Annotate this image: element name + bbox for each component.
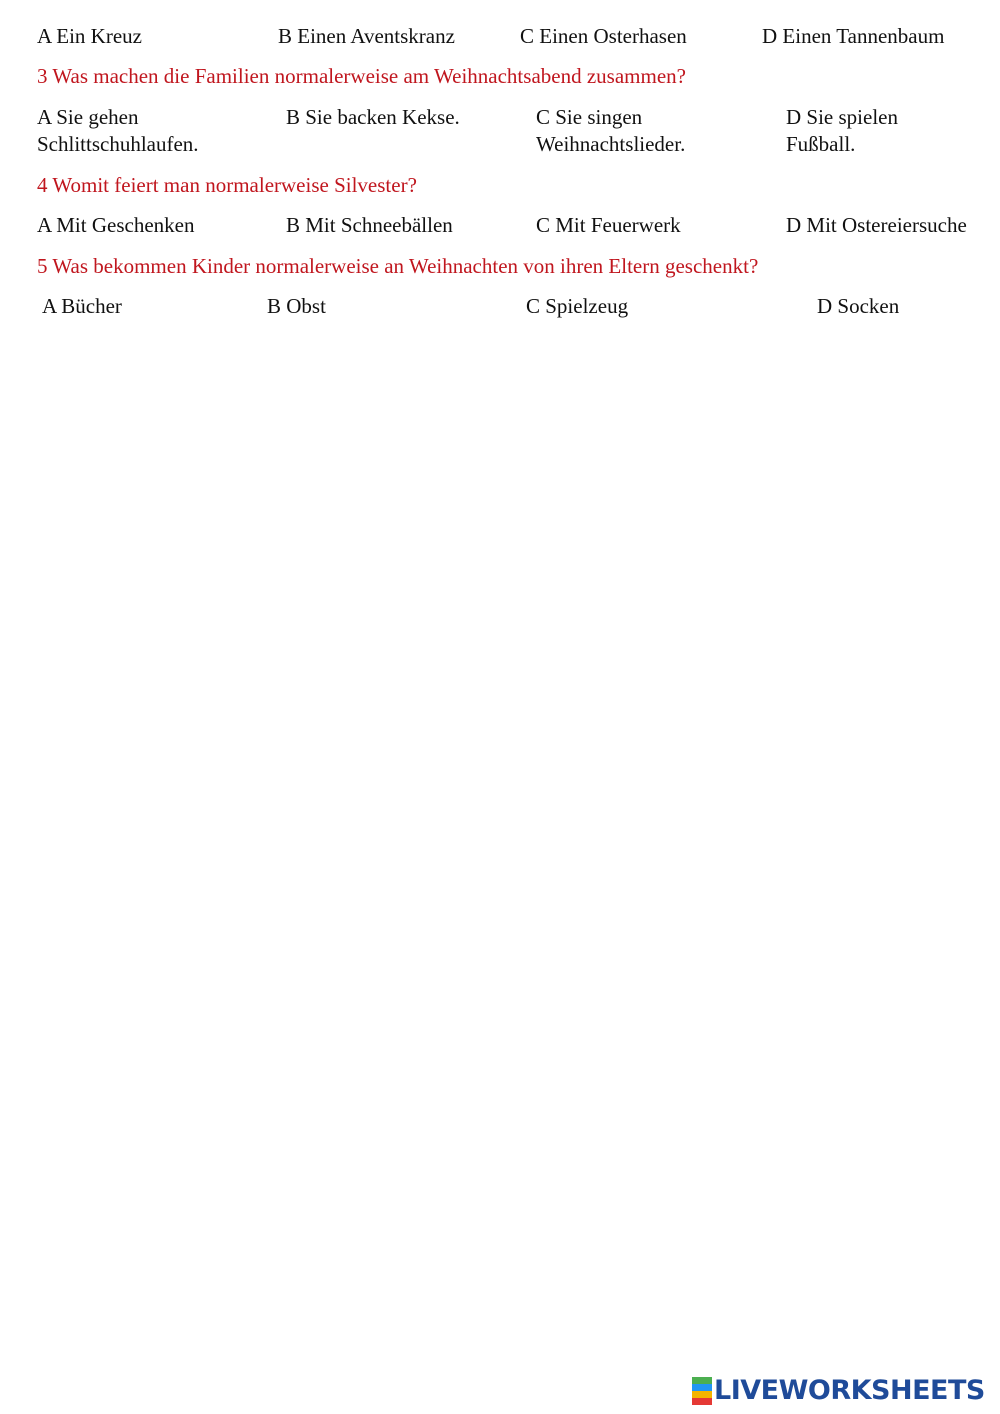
q2-option-b[interactable]: B Einen Aventskranz <box>278 24 455 48</box>
q4-option-d[interactable]: D Mit Ostereiersuche <box>786 213 967 237</box>
q5-option-d[interactable]: D Socken <box>817 294 900 318</box>
q4-option-b[interactable]: B Mit Schneebällen <box>286 213 453 237</box>
q3-option-b[interactable] <box>286 104 460 131</box>
q3-option-a-line2: Schlittschuhlaufen. <box>37 132 199 156</box>
q5-question: 5 Was bekommen Kinder normalerweise an Weihnachten von ihren Eltern geschenkt? <box>37 254 759 278</box>
q5-option-c[interactable]: C Spielzeug <box>526 294 629 318</box>
q4-option-a[interactable]: A Mit Geschenken <box>37 213 195 237</box>
q3-option-a-line1: A Sie gehen <box>37 105 139 129</box>
q3-question: 3 Was machen die Familien normalerweise am Weihnachtsabend zusammen? <box>37 64 686 88</box>
q3-option-c-line1: C Sie singen <box>536 105 643 129</box>
q4-question: 4 Womit feiert man normalerweise Silvester? <box>37 173 417 197</box>
q2-option-a[interactable]: A Ein Kreuz <box>37 24 142 48</box>
q5-option-a[interactable]: A Bücher <box>42 294 122 318</box>
q3-option-c-line2: Weihnachtslieder. <box>536 132 686 156</box>
q3-option-d-line2: Fußball. <box>786 132 856 156</box>
liveworksheets-logo-icon <box>692 1377 712 1405</box>
q5-option-b[interactable]: B Obst <box>267 294 326 318</box>
liveworksheets-logo <box>692 1374 985 1408</box>
q3-option-d[interactable] <box>786 104 898 158</box>
q2-option-d[interactable]: D Einen Tannenbaum <box>762 24 945 48</box>
q3-option-c[interactable] <box>536 104 685 158</box>
q3-option-a[interactable] <box>37 104 199 158</box>
q3-option-b-line1: B Sie backen Kekse. <box>286 105 460 129</box>
liveworksheets-logo-text: LIVEWORKSHEETS <box>714 1375 985 1406</box>
q3-option-d-line1: D Sie spielen <box>786 105 898 129</box>
q2-option-c[interactable]: C Einen Osterhasen <box>520 24 687 48</box>
q4-option-c[interactable]: C Mit Feuerwerk <box>536 213 681 237</box>
